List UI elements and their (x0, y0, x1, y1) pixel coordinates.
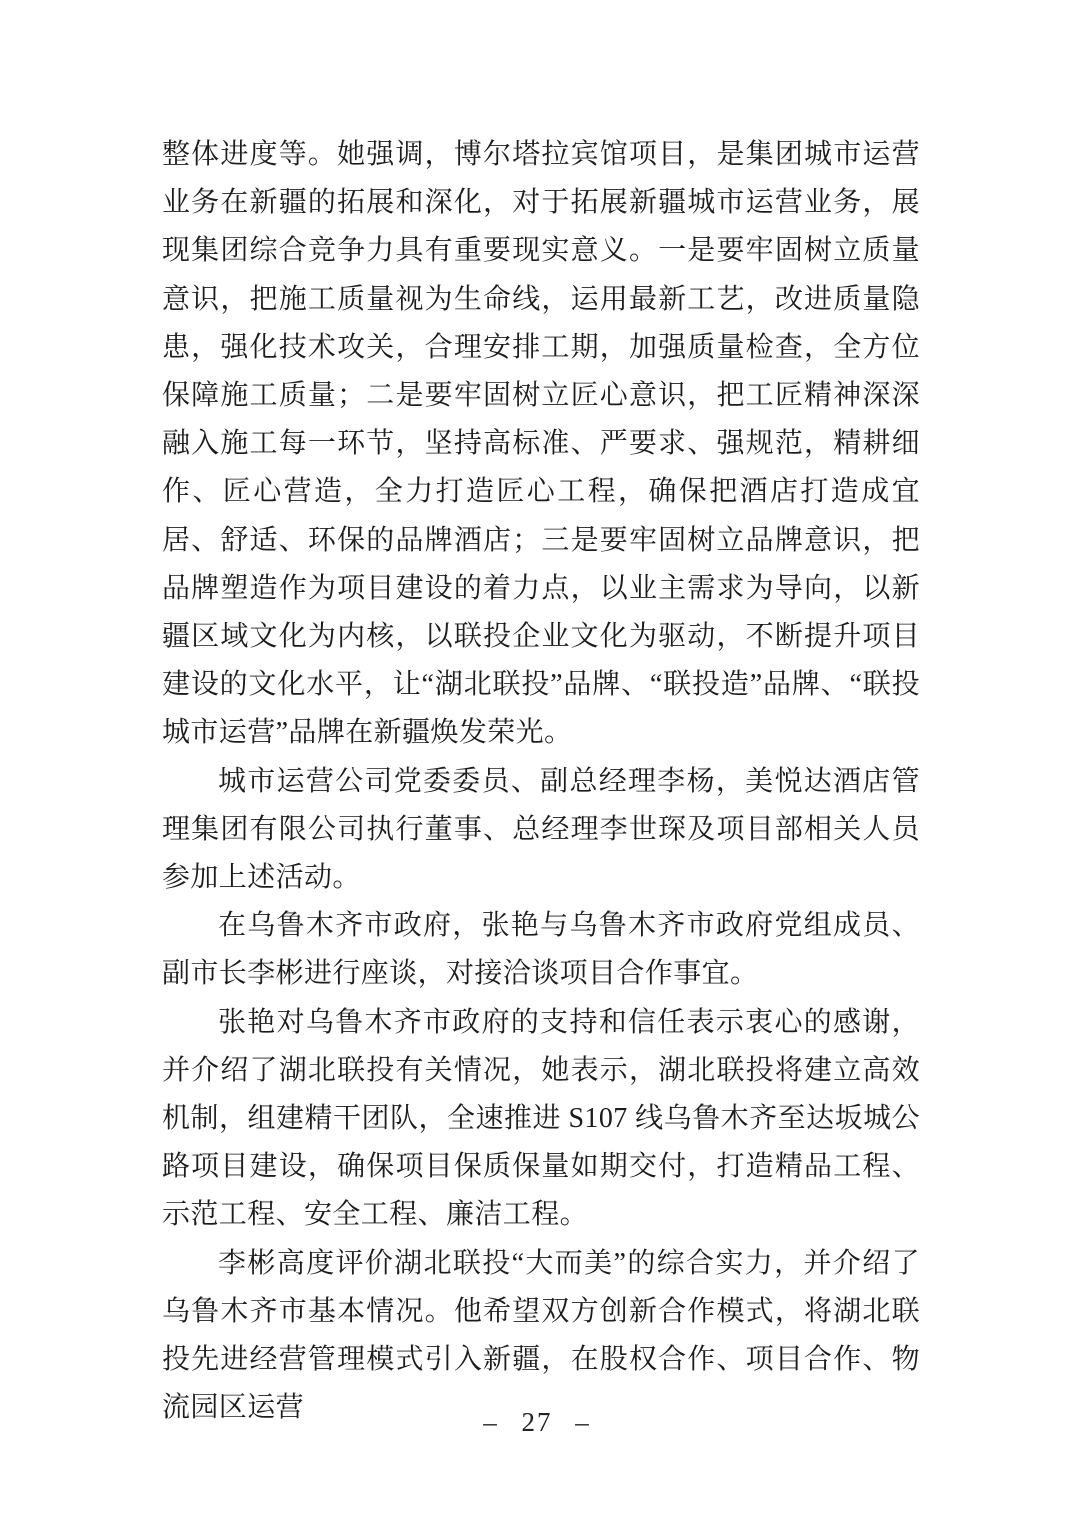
page-number: – 27 – (483, 1407, 591, 1437)
paragraph: 城市运营公司党委委员、副总经理李杨，美悦达酒店管理集团有限公司执行董事、总经理李世琛及项目部相关人员参加上述活动。 (162, 765, 920, 894)
paragraph: 李彬高度评价湖北联投“大而美”的综合实力，并介绍了乌鲁木齐市基本情况。他希望双方创新合作模式，将湖北联投先进经营管理模式引入新疆，在股权合作、项目合作、物流园区运营 (162, 1247, 920, 1424)
paragraph: 整体进度等。她强调，博尔塔拉宾馆项目，是集团城市运营业务在新疆的拓展和深化，对于拓展新疆城市运营业务，展现集团综合竞争力具有重要现实意义。一是要牢固树立质量意识，把施工质量视为生命线，运用最新工艺，改进质量隐患，强化技术攻关，合理安排工期，加强质量检查，全方位保障施工质量；二是要牢固树立匠心意识，把工匠精神深深融入施工每一环节，坚持高标准、严要求、强规范，精耕细作、匠心营造，全力打造匠心工程，确保把酒店打造成宜居、舒适、环保的品牌酒店；三是要牢固树立品牌意识，把品牌塑造作为项目建设的着力点，以业主需求为导向，以新疆区域文化为内核，以联投企业文化为驱动，不断提升项目建设的文化水平，让“湖北联投”品牌、“联投造”品牌、“联投城市运营”品牌在新疆焕发荣光。 (162, 139, 920, 749)
document-body (162, 131, 920, 1432)
paragraph: 在乌鲁木齐市政府，张艳与乌鲁木齐市政府党组成员、副市长李彬进行座谈，对接洽谈项目合作事宜。 (162, 910, 920, 990)
paragraph: 张艳对乌鲁木齐市政府的支持和信任表示衷心的感谢，并介绍了湖北联投有关情况，她表示，湖北联投将建立高效机制，组建精干团队，全速推进 S107 线乌鲁木齐至达坂城公路项目建设，确保项目保质保量如期交付，打造精品工程、示范工程、安全工程、廉洁工程。 (162, 1006, 920, 1231)
